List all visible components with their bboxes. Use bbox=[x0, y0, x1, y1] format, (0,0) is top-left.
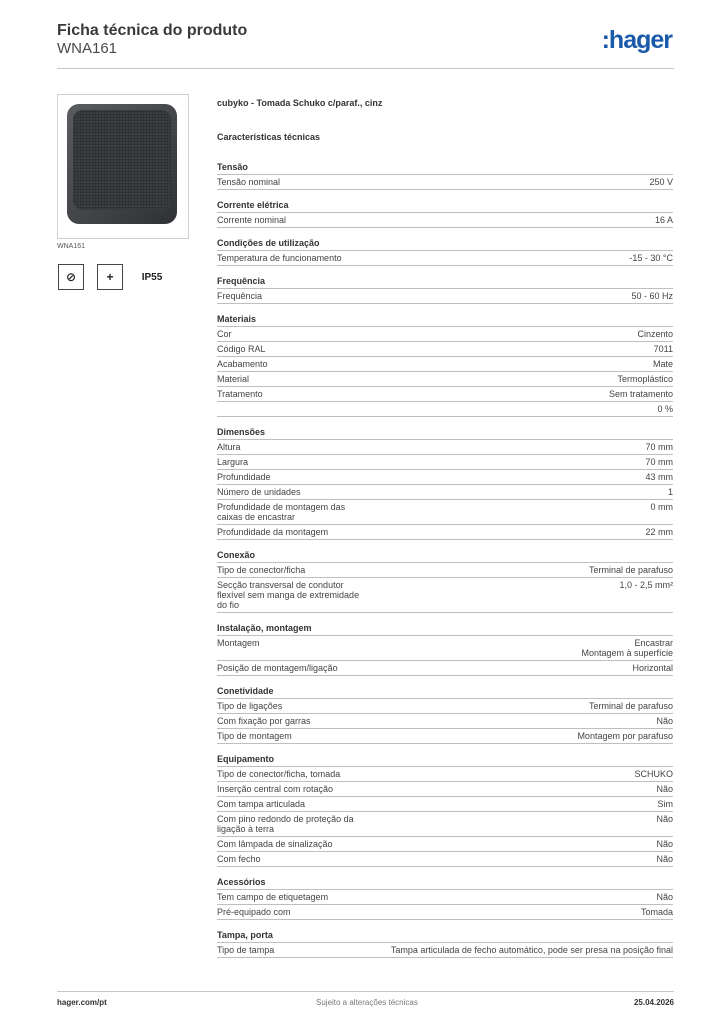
spec-value-line: -15 - 30 °C bbox=[629, 253, 673, 263]
spec-label: Com tampa articulada bbox=[217, 799, 306, 809]
spec-row bbox=[217, 455, 673, 470]
spec-label: Profundidade bbox=[217, 472, 271, 482]
spec-value bbox=[367, 527, 673, 537]
spec-group bbox=[217, 160, 673, 190]
spec-row bbox=[217, 251, 673, 266]
spec-value bbox=[367, 854, 673, 864]
spec-group bbox=[217, 548, 673, 613]
group-title: Materiais bbox=[217, 312, 673, 327]
spec-row bbox=[217, 943, 673, 958]
spec-row bbox=[217, 372, 673, 387]
group-title: Acessórios bbox=[217, 875, 673, 890]
spec-value bbox=[367, 769, 673, 779]
product-image bbox=[57, 94, 189, 239]
spec-value bbox=[367, 784, 673, 794]
image-caption: WNA161 bbox=[57, 243, 86, 250]
spec-group bbox=[217, 274, 673, 304]
group-title: Conexão bbox=[217, 548, 673, 563]
spec-value-line: SCHUKO bbox=[634, 769, 673, 779]
group-title: Condições de utilização bbox=[217, 236, 673, 251]
spec-groups bbox=[217, 160, 673, 958]
spec-value bbox=[367, 892, 673, 902]
spec-value-line: Não bbox=[656, 892, 673, 902]
spec-value bbox=[367, 472, 673, 482]
spec-label: Profundidade da montagem bbox=[217, 527, 329, 537]
spec-label: Profundidade de montagem das caixas de encastrar bbox=[217, 502, 346, 522]
spec-value bbox=[367, 389, 673, 399]
spec-row bbox=[217, 837, 673, 852]
spec-value bbox=[367, 638, 673, 658]
spec-label: Tipo de ligações bbox=[217, 701, 283, 711]
group-title: Frequência bbox=[217, 274, 673, 289]
spec-group bbox=[217, 198, 673, 228]
page-header bbox=[57, 22, 674, 68]
spec-value bbox=[367, 329, 673, 339]
section-heading: Características técnicas bbox=[217, 132, 321, 142]
header-divider bbox=[57, 68, 674, 69]
spec-group bbox=[217, 684, 673, 744]
spec-label: Número de unidades bbox=[217, 487, 301, 497]
spec-row bbox=[217, 500, 673, 525]
spec-value bbox=[367, 291, 673, 301]
spec-value-line: Não bbox=[656, 784, 673, 794]
spec-row bbox=[217, 578, 673, 613]
spec-value-line: 70 mm bbox=[645, 442, 673, 452]
group-title: Instalação, montagem bbox=[217, 621, 673, 636]
spec-row bbox=[217, 342, 673, 357]
spec-value bbox=[367, 374, 673, 384]
spec-row bbox=[217, 213, 673, 228]
spec-label: Tem campo de etiquetagem bbox=[217, 892, 329, 902]
spec-label: Corrente nominal bbox=[217, 215, 287, 225]
spec-row bbox=[217, 905, 673, 920]
spec-value bbox=[367, 502, 673, 522]
spec-label: Secção transversal de condutor flexível sem manga de extremidade do fio bbox=[217, 580, 360, 610]
spec-value bbox=[367, 344, 673, 354]
spec-label: Tipo de tampa bbox=[217, 945, 275, 955]
spec-row bbox=[217, 782, 673, 797]
product-name: cubyko - Tomada Schuko c/paraf., cinz bbox=[217, 98, 383, 108]
spec-row bbox=[217, 470, 673, 485]
spec-value bbox=[367, 359, 673, 369]
group-title: Conetividade bbox=[217, 684, 673, 699]
spec-row bbox=[217, 327, 673, 342]
footer-divider bbox=[57, 991, 674, 992]
spec-row bbox=[217, 402, 673, 417]
spec-value-line: Sem tratamento bbox=[608, 389, 673, 399]
product-code: WNA161 bbox=[57, 40, 118, 57]
spec-value bbox=[367, 945, 673, 955]
spec-row bbox=[217, 767, 673, 782]
spec-label: Tipo de conector/ficha, tomada bbox=[217, 769, 341, 779]
spec-value bbox=[367, 731, 673, 741]
spec-value-line: 50 - 60 Hz bbox=[631, 291, 673, 301]
spec-value-line: 1,0 - 2,5 mm² bbox=[619, 580, 673, 590]
spec-value bbox=[367, 457, 673, 467]
spec-group bbox=[217, 621, 673, 676]
spec-label: Montagem bbox=[217, 638, 260, 648]
spec-row bbox=[217, 852, 673, 867]
spec-value-line: Montagem por parafuso bbox=[577, 731, 673, 741]
spec-label: Tensão nominal bbox=[217, 177, 281, 187]
group-title: Equipamento bbox=[217, 752, 673, 767]
spec-label bbox=[217, 404, 367, 414]
spec-row bbox=[217, 175, 673, 190]
group-title: Tampa, porta bbox=[217, 928, 673, 943]
group-title: Corrente elétrica bbox=[217, 198, 673, 213]
spec-label: Frequência bbox=[217, 291, 263, 301]
spec-value bbox=[367, 177, 673, 187]
spec-value-line: Termoplástico bbox=[617, 374, 673, 384]
spec-label: Altura bbox=[217, 442, 241, 452]
spec-row bbox=[217, 729, 673, 744]
spec-row bbox=[217, 812, 673, 837]
spec-value-line: 7011 bbox=[653, 344, 673, 354]
spec-row bbox=[217, 485, 673, 500]
spec-value bbox=[367, 215, 673, 225]
spec-group bbox=[217, 312, 673, 417]
spec-value-line: 70 mm bbox=[645, 457, 673, 467]
spec-group bbox=[217, 752, 673, 867]
spec-value bbox=[367, 799, 673, 809]
spec-value-line: Tomada bbox=[640, 907, 673, 917]
spec-value bbox=[367, 404, 673, 414]
spec-row bbox=[217, 890, 673, 905]
spec-label: Material bbox=[217, 374, 250, 384]
spec-label: Com lâmpada de sinalização bbox=[217, 839, 333, 849]
plus-certification-icon: + bbox=[97, 264, 123, 290]
spec-row bbox=[217, 387, 673, 402]
hager-logo[interactable]: :hager bbox=[601, 26, 672, 54]
spec-label: Acabamento bbox=[217, 359, 268, 369]
spec-label: Com fixação por garras bbox=[217, 716, 311, 726]
spec-value bbox=[367, 565, 673, 575]
spec-value-line: Não bbox=[656, 839, 673, 849]
spec-label: Tratamento bbox=[217, 389, 263, 399]
spec-value-line: 250 V bbox=[649, 177, 673, 187]
spec-value bbox=[367, 580, 673, 610]
spec-label: Pré-equipado com bbox=[217, 907, 291, 917]
spec-row bbox=[217, 563, 673, 578]
spec-label: Com pino redondo de proteção da ligação à terra bbox=[217, 814, 354, 834]
spec-row bbox=[217, 289, 673, 304]
spec-value-line: 0 % bbox=[657, 404, 673, 414]
spec-group bbox=[217, 928, 673, 958]
spec-value-line: Mate bbox=[652, 359, 673, 369]
socket-cover bbox=[73, 110, 171, 210]
footer-website-link[interactable]: hager.com/pt bbox=[57, 998, 107, 1007]
spec-label: Posição de montagem/ligação bbox=[217, 663, 338, 673]
spec-group bbox=[217, 425, 673, 540]
spec-value bbox=[367, 839, 673, 849]
spec-row bbox=[217, 714, 673, 729]
spec-value-line: Cinzento bbox=[637, 329, 673, 339]
spec-label: Código RAL bbox=[217, 344, 266, 354]
spec-value-line: 1 bbox=[667, 487, 673, 497]
spec-value-line: Não bbox=[656, 854, 673, 864]
spec-label: Temperatura de funcionamento bbox=[217, 253, 342, 263]
spec-row bbox=[217, 357, 673, 372]
footer-date: 25.04.2026 bbox=[633, 998, 674, 1007]
spec-row bbox=[217, 699, 673, 714]
spec-label: Inserção central com rotação bbox=[217, 784, 334, 794]
spec-label: Com fecho bbox=[217, 854, 261, 864]
spec-value-line: Terminal de parafuso bbox=[588, 701, 673, 711]
spec-label: Largura bbox=[217, 457, 249, 467]
spec-value-line: 0 mm bbox=[650, 502, 673, 512]
ip55-rating: IP55 bbox=[141, 271, 163, 283]
spec-label: Tipo de montagem bbox=[217, 731, 292, 741]
spec-row bbox=[217, 797, 673, 812]
spec-value-line: Terminal de parafuso bbox=[588, 565, 673, 575]
group-title: Dimensões bbox=[217, 425, 673, 440]
spec-content bbox=[217, 96, 673, 958]
no-disassembly-icon: ⊘ bbox=[58, 264, 84, 290]
group-title: Tensão bbox=[217, 160, 673, 175]
spec-value-line: Horizontal bbox=[632, 663, 673, 673]
doc-title: Ficha técnica do produto bbox=[57, 22, 248, 39]
spec-value-line: Sim bbox=[657, 799, 673, 809]
spec-label: Tipo de conector/ficha bbox=[217, 565, 306, 575]
spec-value-line: Tampa articulada de fecho automático, pode ser presa na posição final bbox=[390, 945, 673, 955]
spec-value-line: Encastrar bbox=[634, 638, 673, 648]
spec-row bbox=[217, 661, 673, 676]
spec-group bbox=[217, 875, 673, 920]
spec-value-line: Não bbox=[656, 716, 673, 726]
spec-value-line: 22 mm bbox=[645, 527, 673, 537]
spec-value-line: Não bbox=[656, 814, 673, 824]
spec-group bbox=[217, 236, 673, 266]
spec-value bbox=[367, 253, 673, 263]
spec-value-line: Montagem à superfície bbox=[581, 648, 673, 658]
spec-value bbox=[367, 907, 673, 917]
spec-row bbox=[217, 636, 673, 661]
socket-icon bbox=[67, 104, 177, 224]
spec-value bbox=[367, 716, 673, 726]
spec-value bbox=[367, 487, 673, 497]
spec-value bbox=[367, 663, 673, 673]
spec-value bbox=[367, 814, 673, 834]
spec-label: Cor bbox=[217, 329, 232, 339]
spec-row bbox=[217, 525, 673, 540]
spec-value bbox=[367, 442, 673, 452]
spec-value bbox=[367, 701, 673, 711]
footer-notice: Sujeito a alterações técnicas bbox=[316, 998, 418, 1007]
spec-value-line: 16 A bbox=[654, 215, 673, 225]
spec-row bbox=[217, 440, 673, 455]
spec-value-line: 43 mm bbox=[645, 472, 673, 482]
